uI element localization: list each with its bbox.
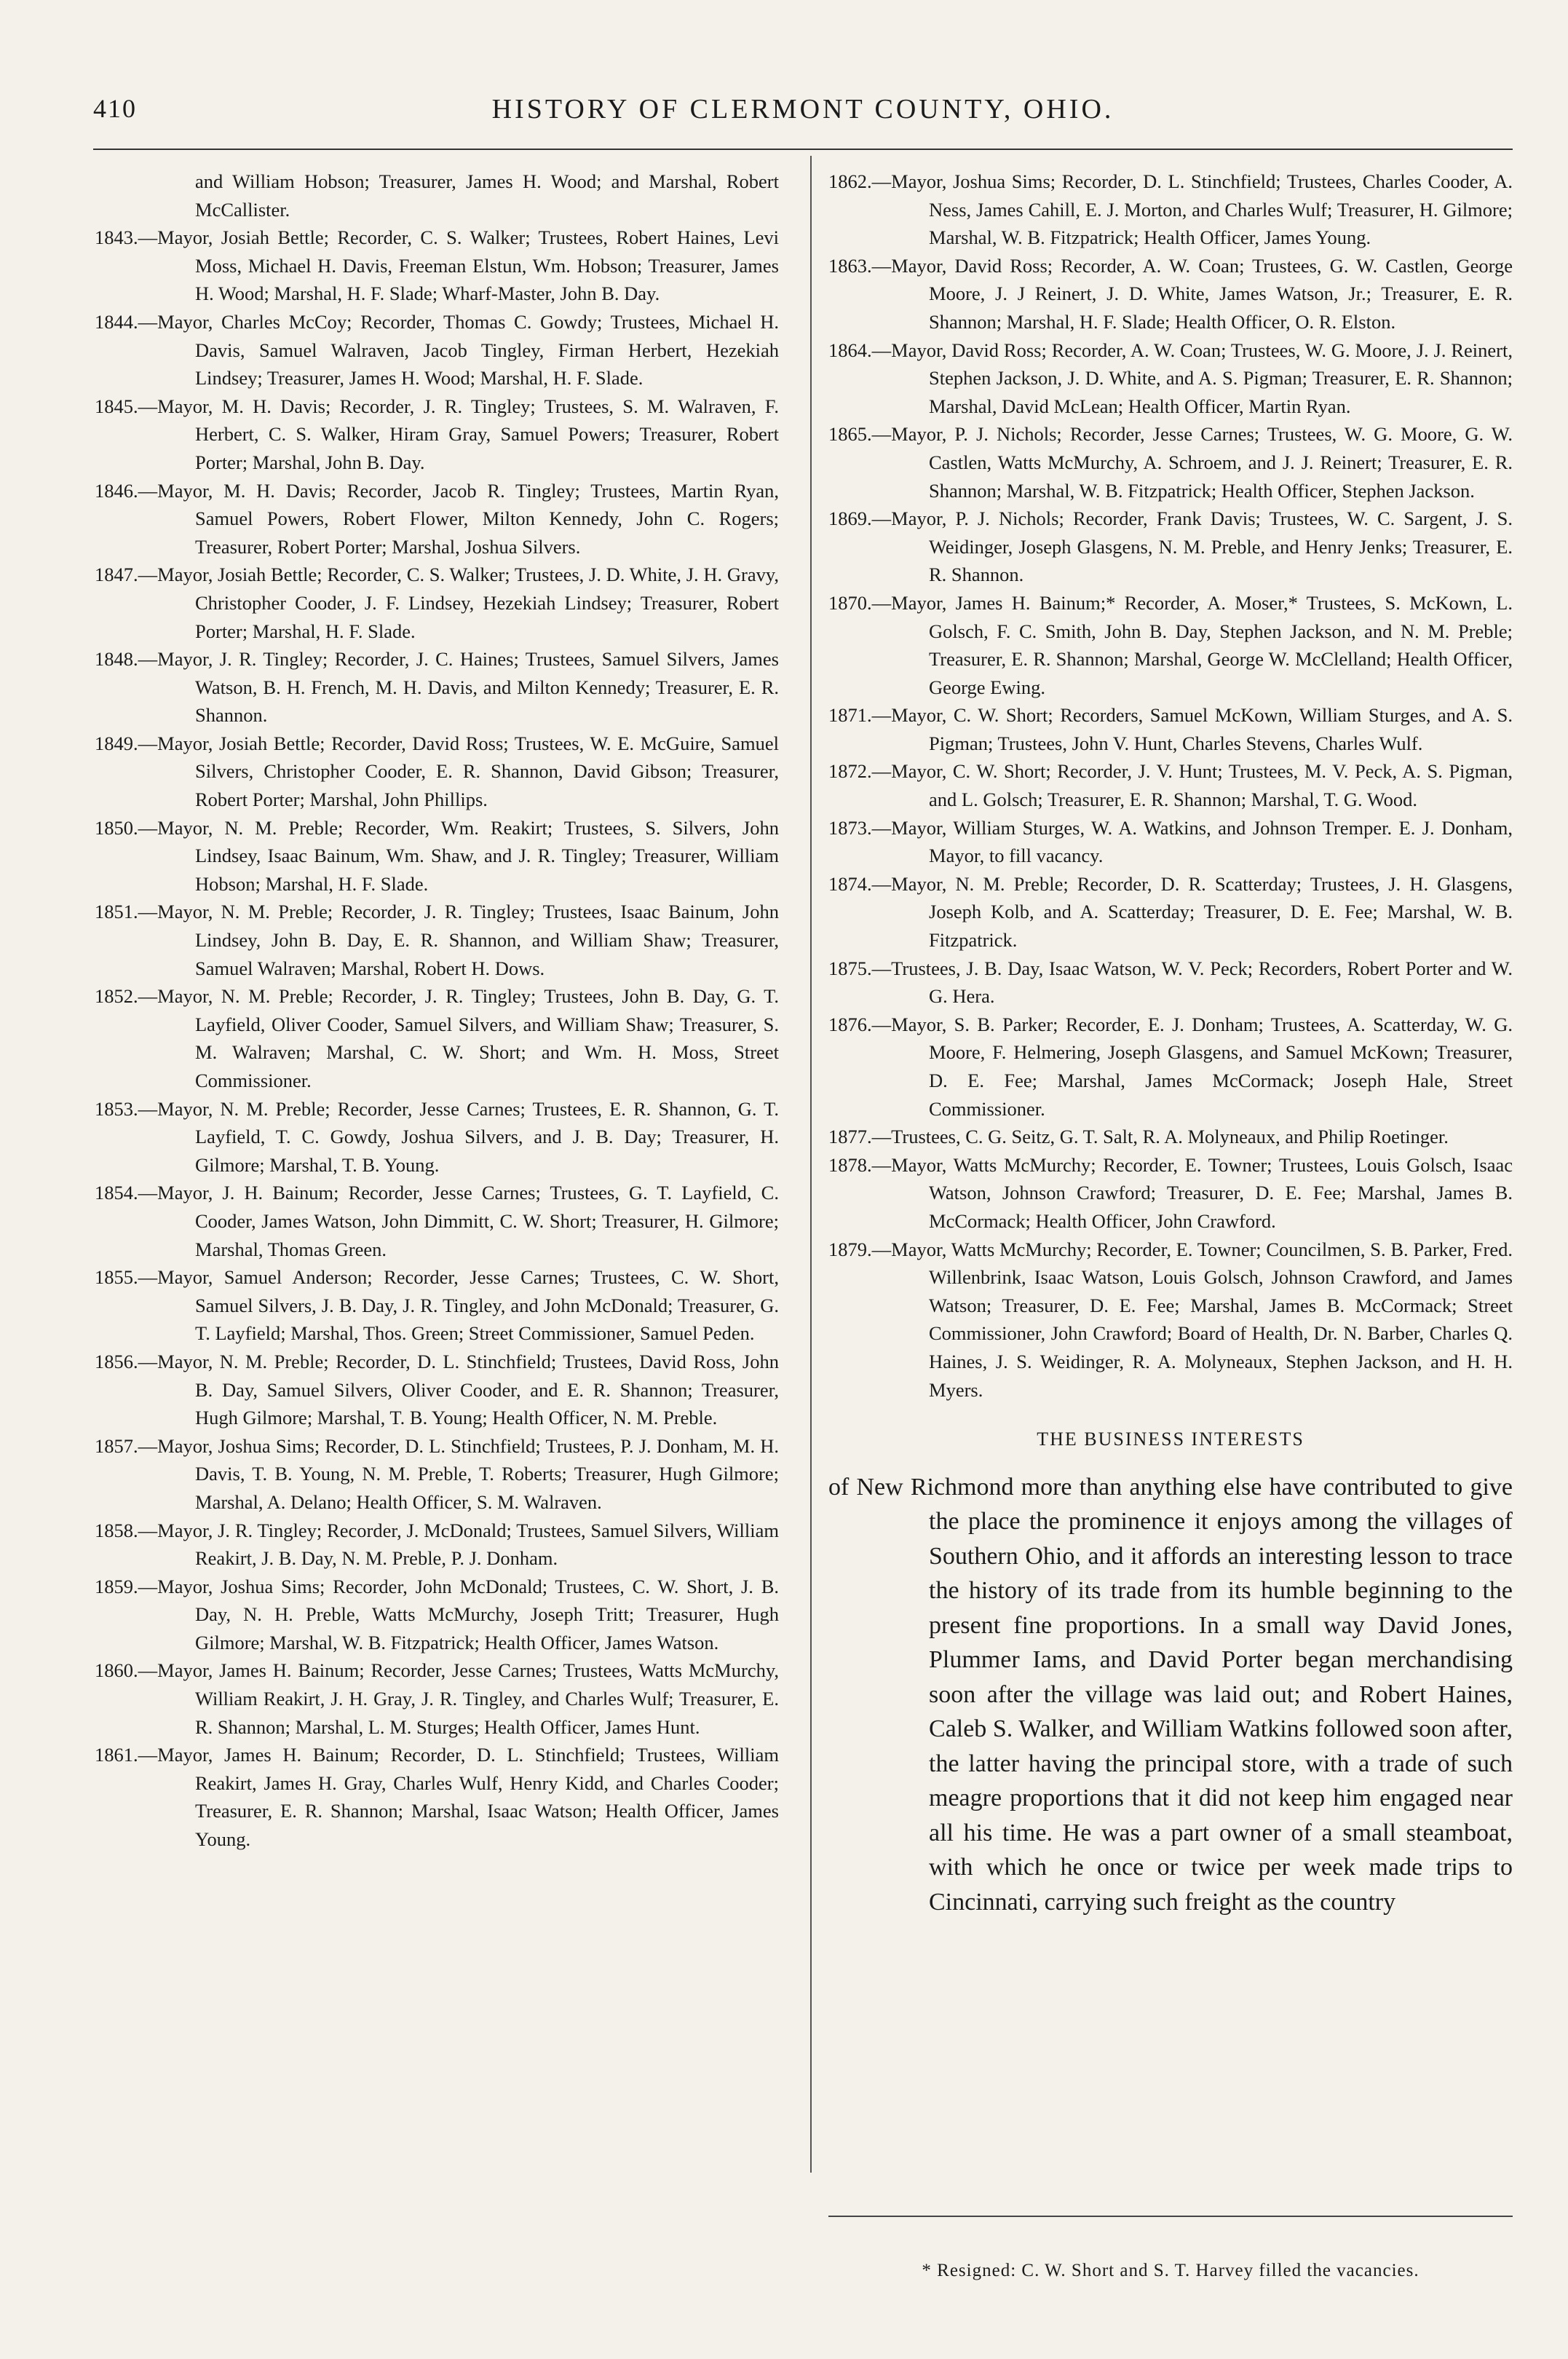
list-item: 1858.—Mayor, J. R. Tingley; Recorder, J. McDonald; Trustees, Samuel Silvers, William Reakirt, J. B. Day, N. M. Preble, P. J. Donham.	[95, 1519, 779, 1570]
running-title: HISTORY OF CLERMONT COUNTY, OHIO.	[491, 94, 1114, 125]
list-item: 1843.—Mayor, Josiah Bettle; Recorder, C. S. Walker; Trustees, Robert Haines, Levi Moss, Michael H. Davis, Freeman Elstun, Wm. Hobson; Treasurer, James H. Wood; Marshal, H. F. Slade; Wharf-Master, John B. Day.	[95, 226, 779, 305]
list-item: and William Hobson; Treasurer, James H. Wood; and Marshal, Robert McCallister.	[195, 170, 779, 221]
page-number: 410	[93, 94, 137, 123]
list-item: 1875.—Trustees, J. B. Day, Isaac Watson, W. V. Peck; Recorders, Robert Porter and W. G. Hera.	[828, 957, 1513, 1008]
list-item: 1861.—Mayor, James H. Bainum; Recorder, D. L. Stinchfield; Trustees, William Reakirt, James H. Gray, Charles Wulf, Henry Kidd, and Charles Cooder; Treasurer, E. R. Shannon; Marshal, Isaac Watson; Health Officer, James Young.	[95, 1744, 779, 1851]
list-item: 1879.—Mayor, Watts McMurchy; Recorder, E. Towner; Councilmen, S. B. Parker, Fred. Willenbrink, Isaac Watson, Louis Golsch, Johnson Crawford, and James Watson; Treasurer, D. E. Fee; Marshal, James B. McCormack; Street Commissioner, John Crawford; Board of Health, Dr. N. Barber, Charles Q. Haines, J. S. Weidinger, R. A. Molyneaux, Stephen Jackson, and H. H. Myers.	[828, 1238, 1513, 1401]
list-item: 1871.—Mayor, C. W. Short; Recorders, Samuel McKown, William Sturges, and A. S. Pigman; Trustees, John V. Hunt, Charles Stevens, Charles Wulf.	[828, 704, 1513, 754]
list-item: 1870.—Mayor, James H. Bainum;* Recorder, A. Moser,* Trustees, S. McKown, L. Golsch, F. C. Smith, John B. Day, Stephen Jackson, and N. M. Preble; Treasurer, E. R. Shannon; Marshal, George W. McClelland; Health Officer, George Ewing.	[828, 591, 1513, 698]
page-header	[93, 93, 1513, 130]
list-item: 1847.—Mayor, Josiah Bettle; Recorder, C. S. Walker; Trustees, J. D. White, J. H. Gravy, Christopher Cooder, J. F. Lindsey, Hezekiah Lindsey; Treasurer, Robert Porter; Marshal, H. F. Slade.	[95, 564, 779, 642]
footnote-rule	[828, 2216, 1513, 2217]
list-item: 1849.—Mayor, Josiah Bettle; Recorder, David Ross; Trustees, W. E. McGuire, Samuel Silvers, Christopher Cooder, E. R. Shannon, David Gibson; Treasurer, Robert Porter; Marshal, John Phillips.	[95, 732, 779, 811]
list-item: 1872.—Mayor, C. W. Short; Recorder, J. V. Hunt; Trustees, M. V. Peck, A. S. Pigman, and L. Golsch; Treasurer, E. R. Shannon; Marshal, T. G. Wood.	[828, 760, 1513, 811]
list-item: 1863.—Mayor, David Ross; Recorder, A. W. Coan; Trustees, G. W. Castlen, George Moore, J. J Reinert, J. D. White, James Watson, Jr.; Treasurer, E. R. Shannon; Marshal, H. F. Slade; Health Officer, O. R. Elston.	[828, 254, 1513, 333]
list-item: 1878.—Mayor, Watts McMurchy; Recorder, E. Towner; Trustees, Louis Golsch, Isaac Watson, Johnson Crawford; Treasurer, D. E. Fee; Marshal, James B. McCormack; Health Officer, John Crawford.	[828, 1153, 1513, 1232]
list-item: 1877.—Trustees, C. G. Seitz, G. T. Salt, R. A. Molyneaux, and Philip Roetinger.	[828, 1126, 1449, 1148]
list-item: 1844.—Mayor, Charles McCoy; Recorder, Thomas C. Gowdy; Trustees, Michael H. Davis, Samuel Walraven, Jacob Tingley, Firman Herbert, Hezekiah Lindsey; Treasurer, James H. Wood; Marshal, H. F. Slade.	[95, 310, 779, 390]
list-item: 1848.—Mayor, J. R. Tingley; Recorder, J. C. Haines; Trustees, Samuel Silvers, James Watson, B. H. French, M. H. Davis, and Milton Kennedy; Treasurer, E. R. Shannon.	[95, 648, 779, 727]
list-item: 1852.—Mayor, N. M. Preble; Recorder, J. R. Tingley; Trustees, John B. Day, G. T. Layfield, Oliver Cooder, Samuel Silvers, and William Shaw; Treasurer, S. M. Walraven; Marshal, C. W. Short; and Wm. H. Moss, Street Commissioner.	[95, 985, 779, 1091]
list-item: 1853.—Mayor, N. M. Preble; Recorder, Jesse Carnes; Trustees, E. R. Shannon, G. T. Layfield, T. C. Gowdy, Joshua Silvers, and J. B. Day; Treasurer, H. Gilmore; Marshal, T. B. Young.	[95, 1097, 779, 1176]
list-item: 1873.—Mayor, William Sturges, W. A. Watkins, and Johnson Tremper. E. J. Donham, Mayor, to fill vacancy.	[828, 816, 1513, 867]
list-item: 1845.—Mayor, M. H. Davis; Recorder, J. R. Tingley; Trustees, S. M. Walraven, F. Herbert, C. S. Walker, Hiram Gray, Samuel Powers; Treasurer, Robert Porter; Marshal, John B. Day.	[95, 395, 779, 473]
list-item: 1846.—Mayor, M. H. Davis; Recorder, Jacob R. Tingley; Trustees, Martin Ryan, Samuel Powers, Robert Flower, Milton Kennedy, John C. Rogers; Treasurer, Robert Porter; Marshal, Joshua Silvers.	[95, 479, 779, 558]
list-item: 1874.—Mayor, N. M. Preble; Recorder, D. R. Scatterday; Trustees, J. H. Glasgens, Joseph Kolb, and A. Scatterday; Treasurer, D. E. Fee; Marshal, W. B. Fitzpatrick.	[828, 872, 1513, 952]
column-divider	[810, 156, 812, 2173]
list-item: 1869.—Mayor, P. J. Nichols; Recorder, Frank Davis; Trustees, W. C. Sargent, J. S. Weidinger, Joseph Glasgens, N. M. Preble, and Henry Jenks; Treasurer, E. R. Shannon.	[828, 507, 1513, 586]
list-item: 1864.—Mayor, David Ross; Recorder, A. W. Coan; Trustees, W. G. Moore, J. J. Reinert, Stephen Jackson, J. D. White, and A. S. Pigman; Treasurer, E. R. Shannon; Marshal, David McLean; Health Officer, Martin Ryan.	[828, 339, 1513, 417]
list-item: 1865.—Mayor, P. J. Nichols; Recorder, Jesse Carnes; Trustees, W. G. Moore, G. W. Castlen, Watts McMurchy, A. Schroem, and J. J. Reinert; Treasurer, E. R. Shannon; Marshal, W. B. Fitzpatrick; Health Officer, Stephen Jackson.	[828, 423, 1513, 502]
header-rule	[93, 149, 1513, 150]
list-item: 1860.—Mayor, James H. Bainum; Recorder, Jesse Carnes; Trustees, Watts McMurchy, William Reakirt, J. H. Gray, J. R. Tingley, and Charles Wulf; Treasurer, E. R. Shannon; Marshal, L. M. Sturges; Health Officer, James Hunt.	[95, 1659, 779, 1738]
list-item: 1854.—Mayor, J. H. Bainum; Recorder, Jesse Carnes; Trustees, G. T. Layfield, C. Cooder, James Watson, John Dimmitt, C. W. Short; Treasurer, H. Gilmore; Marshal, Thomas Green.	[95, 1182, 779, 1260]
list-item: 1851.—Mayor, N. M. Preble; Recorder, J. R. Tingley; Trustees, Isaac Bainum, John Lindsey, John B. Day, E. R. Shannon, and William Shaw; Treasurer, Samuel Walraven; Marshal, Robert H. Dows.	[95, 901, 779, 979]
right-column	[828, 167, 1513, 1919]
footnote: * Resigned: C. W. Short and S. T. Harvey filled the vacancies.	[922, 2261, 1419, 2280]
body-paragraph: of New Richmond more than anything else have contributed to give the place the prominence it enjoys among the villages of Southern Ohio, and it affords an interesting lesson to trace the history of its trade from its humble beginning to the present fine proportions. In a small way David Jones, Plummer Iams, and David Porter began merchandising soon after the village was laid out; and Robert Haines, Caleb S. Walker, and William Watkins followed soon after, the latter having the principal store, with a trade of such meagre proportions that it did not keep him engaged near all his time. He was a part owner of a small steamboat, with which he once or twice per week made trips to Cincinnati, carrying such freight as the country	[828, 1473, 1513, 1916]
list-item: 1855.—Mayor, Samuel Anderson; Recorder, Jesse Carnes; Trustees, C. W. Short, Samuel Silvers, J. B. Day, J. R. Tingley, and John McDonald; Treasurer, G. T. Layfield; Marshal, Thos. Green; Street Commissioner, Samuel Peden.	[95, 1266, 779, 1345]
list-item: 1862.—Mayor, Joshua Sims; Recorder, D. L. Stinchfield; Trustees, Charles Cooder, A. Ness, James Cahill, E. J. Morton, and Charles Wulf; Treasurer, H. Gilmore; Marshal, W. B. Fitzpatrick; Health Officer, James Young.	[828, 170, 1513, 249]
section-heading: THE BUSINESS INTERESTS	[1037, 1429, 1304, 1450]
list-item: 1856.—Mayor, N. M. Preble; Recorder, D. L. Stinchfield; Trustees, David Ross, John B. Day, Samuel Silvers, Oliver Cooder, and E. R. Shannon; Treasurer, Hugh Gilmore; Marshal, T. B. Young; Health Officer, N. M. Preble.	[95, 1350, 779, 1429]
list-item: 1876.—Mayor, S. B. Parker; Recorder, E. J. Donham; Trustees, A. Scatterday, W. G. Moore, F. Helmering, Joseph Glasgens, and Samuel McKown; Treasurer, D. E. Fee; Marshal, James McCormack; Joseph Hale, Street Commissioner.	[828, 1013, 1513, 1120]
list-item: 1850.—Mayor, N. M. Preble; Recorder, Wm. Reakirt; Trustees, S. Silvers, John Lindsey, Isaac Bainum, Wm. Shaw, and J. R. Tingley; Treasurer, William Hobson; Marshal, H. F. Slade.	[95, 816, 779, 895]
list-item: 1859.—Mayor, Joshua Sims; Recorder, John McDonald; Trustees, C. W. Short, J. B. Day, N. H. Preble, Watts McMurchy, Joseph Tritt; Treasurer, Hugh Gilmore; Marshal, W. B. Fitzpatrick; Health Officer, James Watson.	[95, 1575, 779, 1653]
list-item: 1857.—Mayor, Joshua Sims; Recorder, D. L. Stinchfield; Trustees, P. J. Donham, M. H. Davis, T. B. Young, N. M. Preble, T. Roberts; Treasurer, Hugh Gilmore; Marshal, A. Delano; Health Officer, S. M. Walraven.	[95, 1434, 779, 1513]
left-column	[95, 167, 779, 1854]
